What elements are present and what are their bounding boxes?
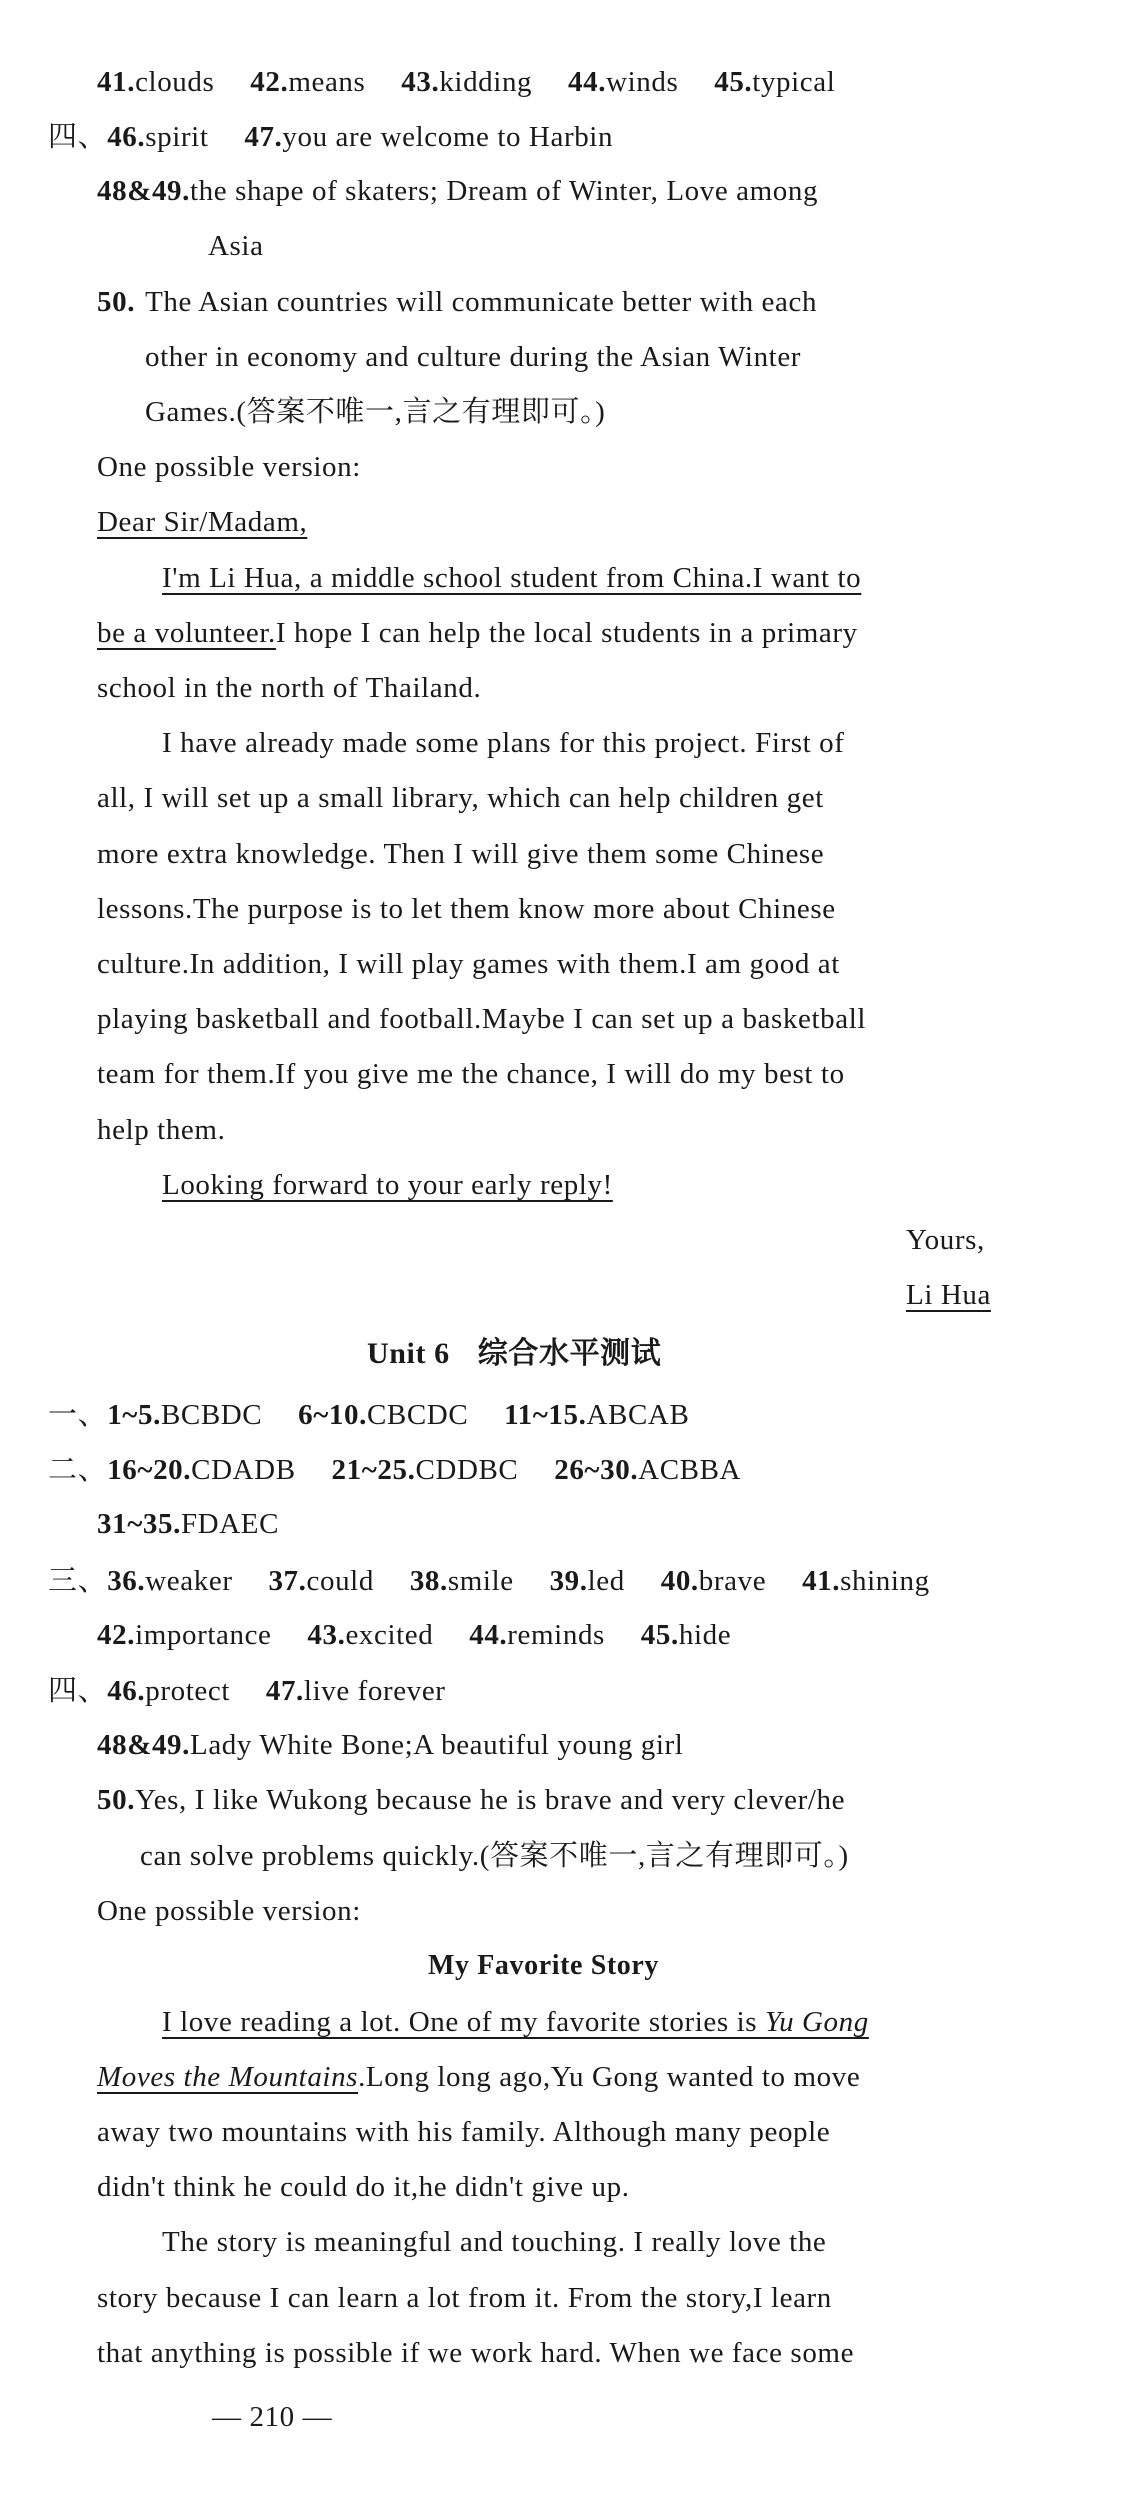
unit6-possible-version-label: One possible version: <box>97 1895 361 1927</box>
letter-line-10: team for them.If you give me the chance, I will do my best to <box>97 1058 845 1090</box>
unit6-answers-46-47: 四、46.protect 47.live forever <box>48 1673 446 1707</box>
story-line-1: I love reading a lot. One of my favorite stories is Yu Gong <box>162 2006 869 2038</box>
unit6-answers-48-49: 48&49.Lady White Bone;A beautiful young girl <box>97 1729 684 1761</box>
page-number: — 210 — <box>212 2401 333 2433</box>
unit6-answers-36-41: 三、36.weaker 37.could 38.smile 39.led 40.brave 41.shining <box>48 1563 930 1597</box>
story-line-3: away two mountains with his family. Although many people <box>97 2116 831 2148</box>
letter-line-11: help them. <box>97 1114 226 1146</box>
unit6-answers-42-45: 42.importance 43.excited 44.reminds 45.hide <box>97 1619 732 1651</box>
letter-salutation: Dear Sir/Madam, <box>97 506 308 538</box>
letter-closing: Looking forward to your early reply! <box>162 1169 613 1201</box>
letter-line-3: school in the north of Thailand. <box>97 672 482 704</box>
unit6-answers-16-30: 二、16~20.CDADB 21~25.CDDBC 26~30.ACBBA <box>48 1452 742 1486</box>
letter-line-7: lessons.The purpose is to let them know more about Chinese <box>97 893 836 925</box>
letter-signature: Li Hua <box>906 1279 991 1311</box>
unit6-answers-31-35: 31~35.FDAEC <box>97 1508 280 1540</box>
story-line-4: didn't think he could do it,he didn't give up. <box>97 2171 630 2203</box>
unit6-answers-1-15: 一、1~5.BCBDC 6~10.CBCDC 11~15.ABCAB <box>48 1397 690 1431</box>
answer-50: 50. The Asian countries will communicate better with each <box>97 286 818 318</box>
letter-line-6: more extra knowledge. Then I will give them some Chinese <box>97 838 825 870</box>
answer-50-cont-1: other in economy and culture during the Asian Winter <box>145 341 802 373</box>
answers-48-49: 48&49.the shape of skaters; Dream of Winter, Love among <box>97 175 819 207</box>
letter-line-8: culture.In addition, I will play games with them.I am good at <box>97 948 840 980</box>
answer-50-cont-2: Games.(答案不唯一,言之有理即可。) <box>145 396 606 428</box>
letter-line-5: all, I will set up a small library, which can help children get <box>97 782 824 814</box>
letter-line-9: playing basketball and football.Maybe I can set up a basketball <box>97 1003 867 1035</box>
letter-line-1: I'm Li Hua, a middle school student from China.I want to <box>162 562 862 594</box>
letter-line-4: I have already made some plans for this project. First of <box>162 727 845 759</box>
story-line-7: that anything is possible if we work hard. When we face some <box>97 2337 855 2369</box>
letter-signoff: Yours, <box>906 1224 985 1256</box>
answers-46-47: 四、46.spirit 47.you are welcome to Harbin <box>48 119 614 153</box>
unit6-answer-50: 50.Yes, I like Wukong because he is brave and very clever/he <box>97 1784 846 1816</box>
story-line-2: Moves the Mountains.Long long ago,Yu Gong wanted to move <box>97 2061 861 2093</box>
possible-version-label: One possible version: <box>97 451 361 483</box>
answers-41-45: 41.clouds 42.means 43.kidding 44.winds 45.typical <box>97 66 836 98</box>
answers-48-49-cont: Asia <box>208 230 264 262</box>
unit6-answer-50-cont: can solve problems quickly.(答案不唯一,言之有理即可。) <box>140 1840 849 1872</box>
letter-line-2: be a volunteer.I hope I can help the local students in a primary <box>97 617 858 649</box>
story-line-6: story because I can learn a lot from it. From the story,I learn <box>97 2282 832 2314</box>
unit-heading: Unit 6 综合水平测试 <box>367 1336 662 1371</box>
story-title: My Favorite Story <box>428 1950 660 1981</box>
story-line-5: The story is meaningful and touching. I really love the <box>162 2226 827 2258</box>
